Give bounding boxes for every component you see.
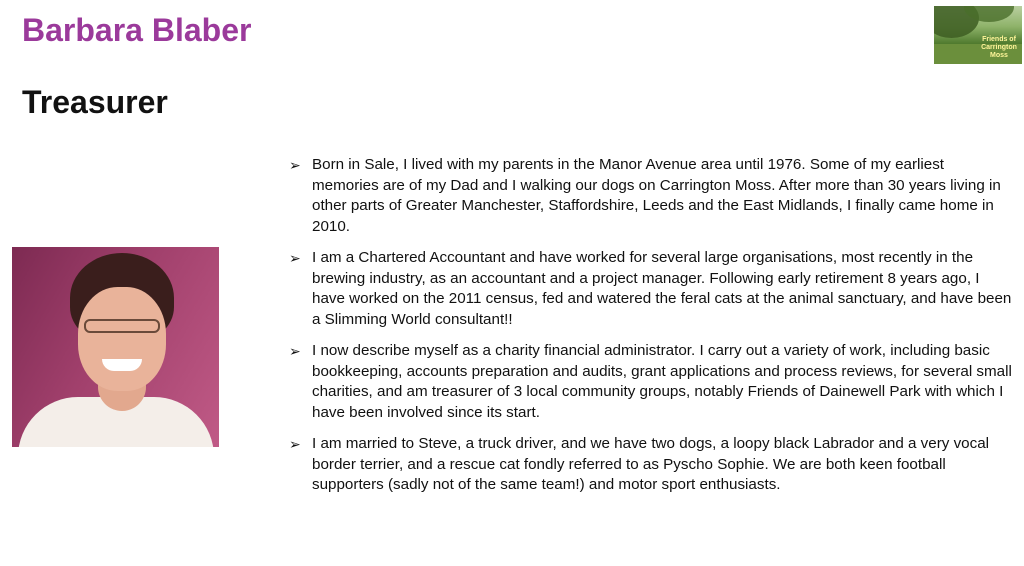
bio-bullet	[289, 341, 1014, 423]
bio-text: I now describe myself as a charity financial administrator. I carry out a variety of work, including basic bookkeeping, accounts preparation and audits, grant applications and process reviews, for several small charities, and am treasurer of 3 local community groups, notably Friends of Dainewell Park with which I have been involved since its start.	[312, 342, 1012, 421]
bio-bullet	[289, 248, 1014, 330]
arrow-bullet-icon: ➢	[289, 436, 301, 452]
bio-text: I am married to Steve, a truck driver, and we have two dogs, a loopy black Labrador and a very vocal border terrier, and a rescue cat fondly referred to as Pyscho Sophie. We are both keen football supporters (sadly not of the same team!) and motor sport enthusiasts.	[312, 435, 990, 493]
portrait-smile	[102, 359, 142, 371]
arrow-bullet-icon: ➢	[289, 157, 301, 173]
friends-of-carrington-moss-logo	[934, 6, 1022, 64]
arrow-bullet-icon: ➢	[289, 250, 301, 266]
role-title: Treasurer	[22, 84, 168, 120]
person-name: Barbara Blaber	[22, 12, 252, 48]
bio-text: I am a Chartered Accountant and have worked for several large organisations, most recently in the brewing industry, as an accountant and a project manager. Following early retirement 8 years ago, I have worked on the 2011 census, fed and watered the feral cats at the animal sanctuary, and have been a Slimming World consultant!!	[312, 249, 1012, 328]
arrow-bullet-icon: ➢	[289, 343, 301, 359]
portrait-glasses	[84, 319, 160, 333]
biography-list	[289, 155, 1014, 507]
bio-bullet	[289, 155, 1014, 237]
bio-bullet	[289, 434, 1014, 496]
portrait-face	[78, 287, 166, 391]
logo-text: Friends of Carrington Moss	[981, 36, 1017, 59]
portrait-photo	[12, 247, 219, 447]
bio-text: Born in Sale, I lived with my parents in the Manor Avenue area until 1976. Some of my earliest memories are of my Dad and I walking our dogs on Carrington Moss. After more than 30 years living in other parts of Greater Manchester, Staffordshire, Leeds and the East Midlands, I finally came home in 2010.	[312, 156, 1001, 235]
